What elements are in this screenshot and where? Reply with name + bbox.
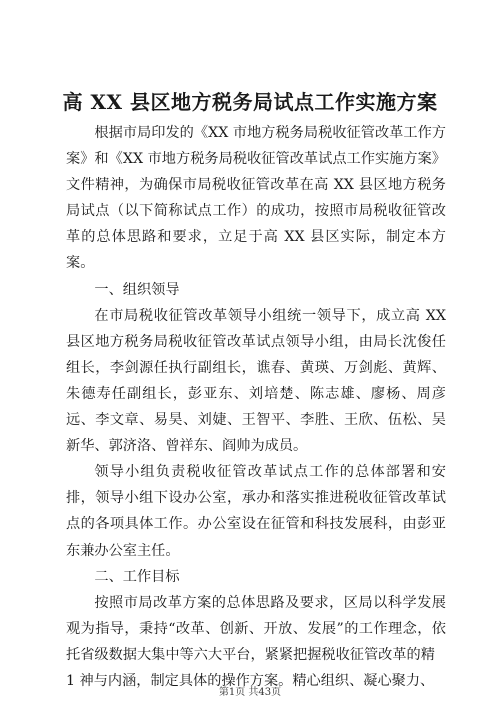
section-heading-goals: 二、工作目标 <box>94 568 180 585</box>
document-title: 高 XX 县区地方税务局试点工作实施方案 <box>62 90 438 114</box>
paragraph-leadership-group: 在市局税收征管改革领导小组统一领导下，成立高 XX 县区地方税务局税收征管改革试点领导小组，由局长沈俊任组长，李剑源任执行副组长，谯春、黄瑛、万剑彪、黄辉、朱德寿任副组长，彭亚东、刘培楚、陈志雄、廖杨、周彦远、李文章、易昊、刘婕、王智平、李胜、王欣、伍松、吴新华、郭济洛、曾祥东、阎帅为成员。 <box>66 307 446 455</box>
page-number: 第1页 共43页 <box>218 687 282 698</box>
paragraph-goals: 按照市局改革方案的总体思路及要求，区局以科学发展观为指导，秉持“改革、创新、开放、发展”的工作理念，依托省级数据大集中等六大平台，紧紧把握税收征管改革的精 <box>66 594 446 663</box>
page-footer <box>0 683 500 698</box>
section-heading-organization: 一、组织领导 <box>94 281 180 298</box>
paragraph-intro: 根据市局印发的《XX 市地方税务局税收征管改革工作方案》和《XX 市地方税务局税收征管改革试点工作实施方案》文件精神，为确保市局税收征管改革在高 XX 县区地方税务局试点（以下简称试点工作）的成功，按照市局税收征管改革的总体思路和要求，立足于高 XX 县区实际，制定本方案。 <box>66 125 446 272</box>
paragraph-continued: 1 神与内涵，制定具体的操作方案。精心组织、凝心聚力、 <box>66 672 435 689</box>
paragraph-group-responsibilities: 领导小组负责税收征管改革试点工作的总体部署和安排，领导小组下设办公室，承办和落实推进税收征管改革试点的各项具体工作。办公室设在征管和科技发展科，由彭亚东兼办公室主任。 <box>66 464 446 559</box>
document-body <box>66 120 446 694</box>
